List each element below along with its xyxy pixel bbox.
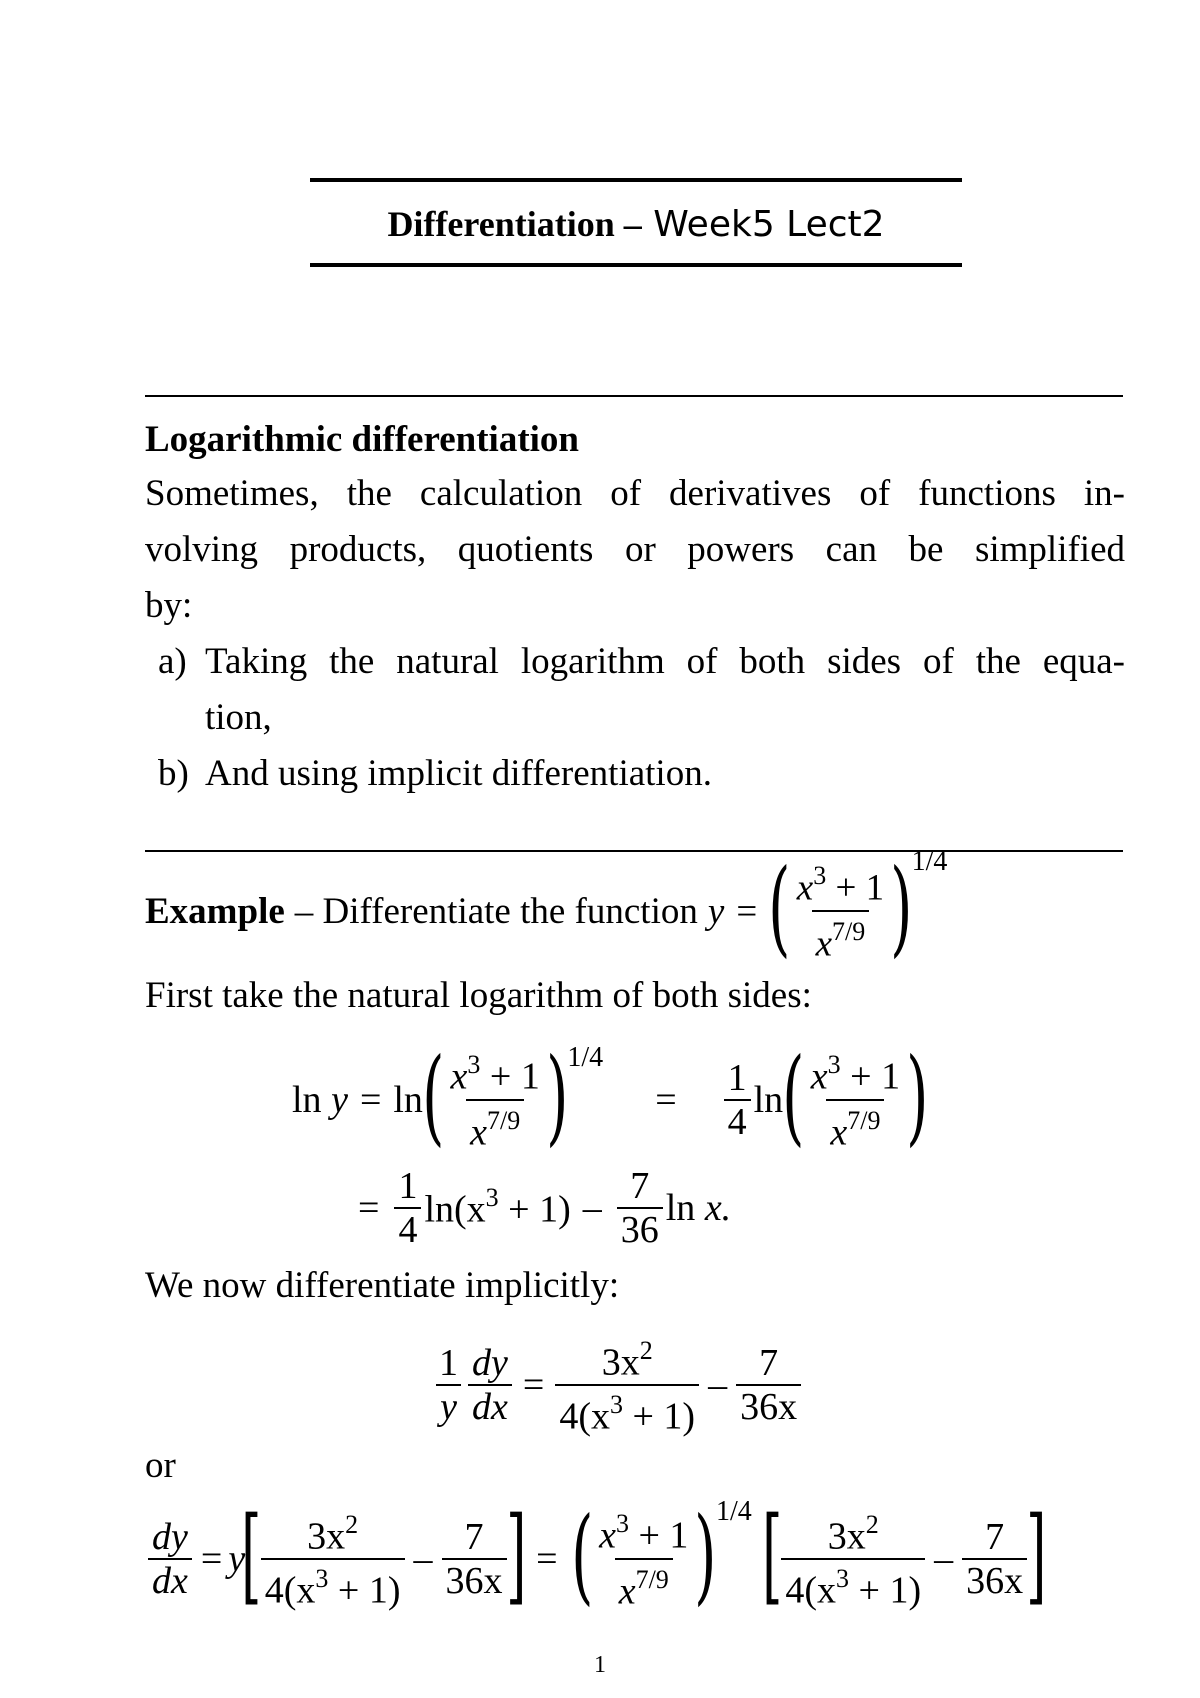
right-paren: )	[545, 1035, 569, 1157]
left-bracket: [	[761, 1494, 783, 1616]
left-bracket: [	[241, 1494, 262, 1616]
math-var-y: y	[707, 890, 725, 932]
paragraph-line: volving products, quotients or powers can be simplified	[145, 529, 1125, 570]
step-text: We now differentiate implicitly:	[145, 1265, 620, 1306]
title-bottom-rule	[310, 263, 962, 267]
math-fraction: $\frac{3x^2}{4(x^3 + 1)}$	[261, 1508, 405, 1609]
list-label: a)	[158, 641, 187, 682]
fraction-denominator: $x^{7/9}$	[466, 1099, 524, 1153]
equation-result	[145, 1494, 1047, 1624]
math-equals: =	[736, 890, 758, 932]
step-text: or	[145, 1445, 176, 1486]
math-ln: ln	[753, 1079, 784, 1121]
right-bracket: ]	[505, 1494, 526, 1616]
page-title	[310, 200, 962, 249]
math-fraction: $\frac{7}{36x}$	[736, 1344, 801, 1426]
example-label: Example	[145, 890, 285, 932]
math-minus: –	[708, 1364, 728, 1406]
paragraph-line: Sometimes, the calculation of derivatives of functions in-	[145, 473, 1125, 514]
math-fraction: $\frac{1}{4}$	[394, 1167, 421, 1249]
math-ln-term: $\ln(x^3 + 1)$	[424, 1182, 571, 1231]
page-number: 1	[594, 1652, 606, 1678]
title-top-rule	[310, 178, 962, 182]
list-label: b)	[158, 753, 189, 794]
math-fraction	[807, 1047, 904, 1152]
math-lny: ln y	[292, 1079, 348, 1121]
math-fraction: $\frac{7}{36}$	[617, 1167, 663, 1249]
fraction-denominator: $x^{7/9}$	[826, 1099, 884, 1153]
title-lecture: Week5 Lect2	[653, 204, 885, 245]
paragraph-line: by:	[145, 585, 193, 626]
math-exponent: 1/4	[911, 846, 948, 877]
fraction-numerator: $x^3 + 1$	[796, 860, 885, 908]
math-equals: =	[655, 1079, 677, 1121]
left-paren: (	[782, 1035, 805, 1157]
math-ln-x: ln x.	[665, 1187, 732, 1229]
math-fraction: $\frac{3x^2}{4(x^3 + 1)}$	[555, 1334, 699, 1435]
math-var-y: y	[228, 1538, 246, 1580]
math-fraction: $\frac{7}{36x}$	[962, 1518, 1027, 1600]
left-paren: (	[422, 1035, 445, 1157]
right-paren: )	[890, 846, 913, 968]
list-item-a-text: Taking the natural logarithm of both sides of the equa-	[205, 641, 1125, 682]
math-equals: =	[536, 1538, 558, 1580]
right-paren: )	[906, 1035, 929, 1157]
example-intro: – Differentiate the function	[294, 890, 698, 932]
math-fraction	[447, 1047, 544, 1152]
math-equals: =	[358, 1187, 380, 1229]
math-equals: =	[359, 1079, 382, 1121]
fraction-numerator: $x^3 + 1$	[450, 1050, 540, 1098]
math-ln: ln	[393, 1079, 423, 1121]
math-exponent: 1/4	[567, 1042, 604, 1073]
equation-ln-y	[292, 1035, 929, 1160]
math-minus: –	[582, 1187, 602, 1229]
fraction-denominator: $x^{7/9}$	[812, 910, 870, 964]
math-minus: –	[934, 1538, 954, 1580]
example-statement	[145, 846, 947, 976]
right-paren: )	[694, 1494, 717, 1616]
fraction-numerator: $x^3 + 1$	[810, 1050, 901, 1098]
math-fraction	[793, 858, 888, 965]
math-equals: =	[522, 1364, 545, 1406]
math-fraction: $\frac{3x^2}{4(x^3 + 1)}$	[781, 1508, 925, 1609]
step-text: First take the natural logarithm of both sides:	[145, 975, 812, 1016]
math-fraction: $\frac{1}{4}$	[724, 1059, 751, 1141]
title-bold: Differentiation –	[387, 204, 642, 244]
left-paren: (	[768, 846, 791, 968]
list-item-b-text: And using implicit differentiation.	[205, 753, 712, 794]
section-heading: Logarithmic differentiation	[145, 419, 580, 460]
math-fraction-dydx: $\frac{dy}{dx}$	[148, 1518, 192, 1600]
math-fraction: $\frac{7}{36x}$	[442, 1518, 507, 1600]
equation-ln-y-expanded	[358, 1158, 731, 1258]
right-bracket: ]	[1026, 1494, 1047, 1616]
math-fraction: $\frac{x^3 + 1}{x^{7/9}}$	[599, 1509, 689, 1613]
math-minus: –	[413, 1538, 433, 1580]
equation-implicit	[432, 1330, 804, 1440]
left-paren: (	[570, 1494, 593, 1616]
math-fraction: $\frac{1}{y}$	[435, 1344, 462, 1426]
section-divider	[145, 395, 1123, 397]
math-exponent: 1/4	[716, 1496, 752, 1527]
math-equals: =	[200, 1538, 223, 1580]
list-item-a-cont: tion,	[205, 697, 272, 738]
math-fraction-dydx: $\frac{dy}{dx}$	[468, 1344, 512, 1426]
